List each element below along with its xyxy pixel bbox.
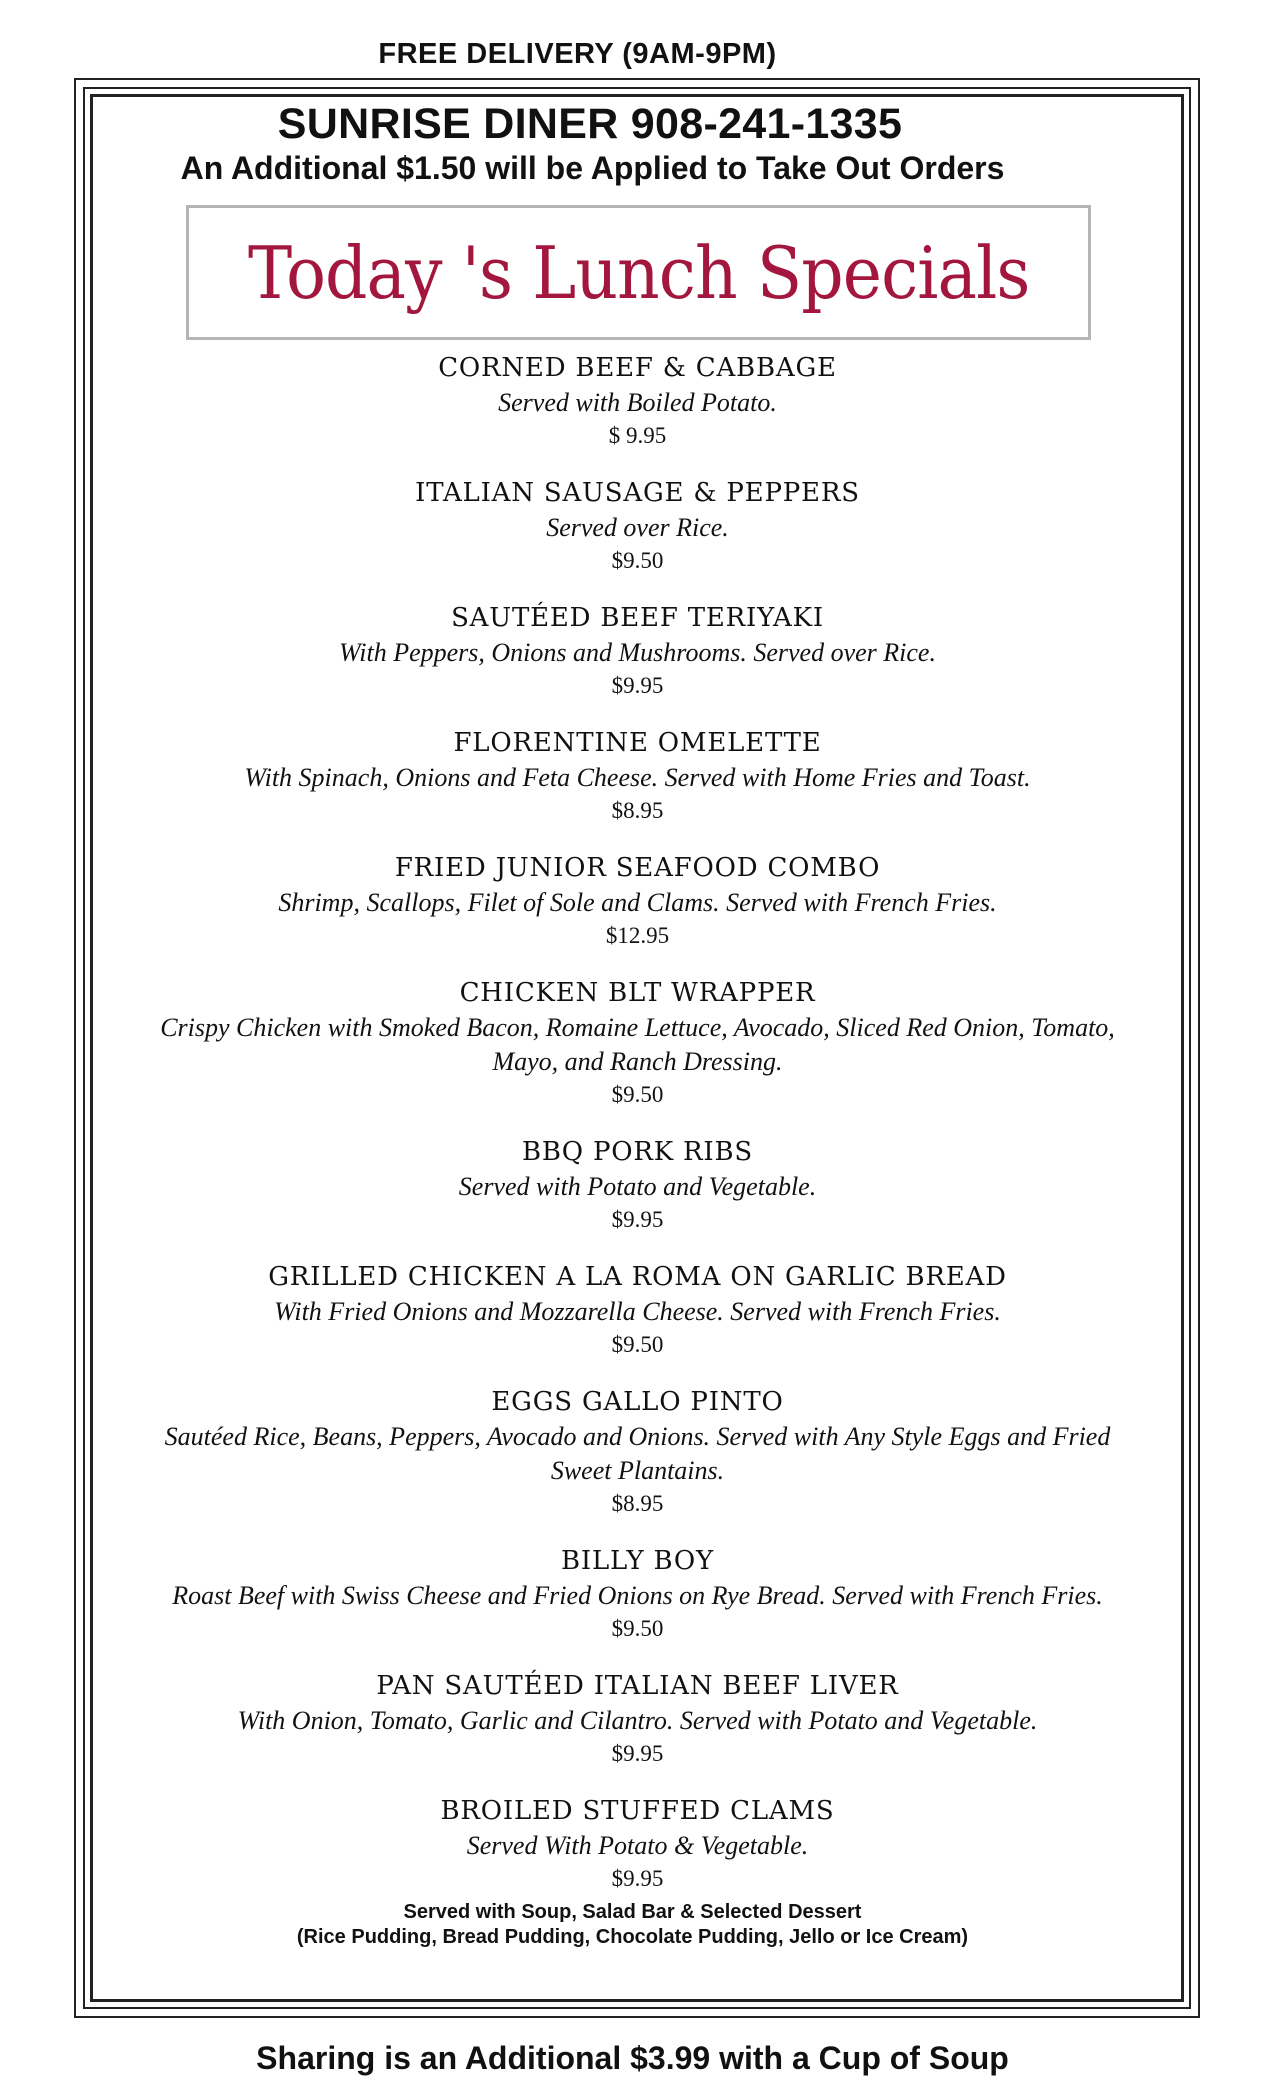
- menu-item-description: Shrimp, Scallops, Filet of Sole and Clams. Served with French Fries.: [278, 888, 997, 917]
- diner-title: SUNRISE DINER 908-241-1335: [277, 100, 903, 148]
- menu-item-price: $9.95: [611, 673, 664, 698]
- menu-item-description: With Peppers, Onions and Mushrooms. Served over Rice.: [339, 638, 936, 667]
- menu-item-price: $12.95: [605, 923, 670, 948]
- sides-note-line2: (Rice Pudding, Bread Pudding, Chocolate Pudding, Jello or Ice Cream): [296, 1926, 969, 1948]
- menu-item-name: FLORENTINE OMELETTE: [453, 728, 822, 758]
- menu-item-description: With Onion, Tomato, Garlic and Cilantro. Served with Potato and Vegetable.: [237, 1706, 1038, 1735]
- menu-item-name: FRIED JUNIOR SEAFOOD COMBO: [394, 853, 881, 883]
- menu-item-description: Roast Beef with Swiss Cheese and Fried Onions on Rye Bread. Served with French Fries.: [172, 1581, 1103, 1610]
- menu-item-description: With Fried Onions and Mozzarella Cheese. Served with French Fries.: [274, 1297, 1001, 1326]
- menu-item-price: $9.95: [611, 1741, 664, 1766]
- specials-list: [140, 350, 1135, 1918]
- menu-item-name: BROILED STUFFED CLAMS: [440, 1796, 835, 1826]
- menu-item-price: $9.50: [611, 1616, 664, 1641]
- menu-item-price: $9.50: [611, 1082, 664, 1107]
- menu-item-name: PAN SAUTÉED ITALIAN BEEF LIVER: [376, 1671, 899, 1701]
- menu-item-name: GRILLED CHICKEN A LA ROMA ON GARLIC BREAD: [268, 1262, 1007, 1292]
- menu-item-description: Sautéed Rice, Beans, Peppers, Avocado and Onions. Served with Any Style Eggs and Fried Sweet Plantains.: [164, 1422, 1111, 1485]
- menu-item-price: $9.50: [611, 548, 664, 573]
- menu-item: [140, 850, 1135, 952]
- menu-item: [140, 1543, 1135, 1645]
- menu-item: [140, 1384, 1135, 1520]
- menu-item-name: BILLY BOY: [561, 1546, 714, 1576]
- menu-item-name: ITALIAN SAUSAGE & PEPPERS: [415, 478, 860, 508]
- menu-item-description: Served with Potato and Vegetable.: [458, 1172, 817, 1201]
- menu-item-description: Served over Rice.: [546, 513, 729, 542]
- menu-item: [140, 350, 1135, 452]
- takeout-surcharge-note: An Additional $1.50 will be Applied to Take Out Orders: [180, 150, 1005, 186]
- specials-banner-title: Today 's Lunch Specials: [247, 230, 1030, 315]
- menu-item-name: EGGS GALLO PINTO: [491, 1387, 784, 1417]
- menu-item-price: $9.95: [611, 1866, 664, 1891]
- menu-item-price: $8.95: [611, 1491, 664, 1516]
- sharing-note: Sharing is an Additional $3.99 with a Cup of Soup: [256, 2040, 1009, 2076]
- menu-item-name: CHICKEN BLT WRAPPER: [459, 978, 816, 1008]
- menu-item-description: With Spinach, Onions and Feta Cheese. Served with Home Fries and Toast.: [244, 763, 1031, 792]
- menu-item: [140, 600, 1135, 702]
- menu-item: [140, 1668, 1135, 1770]
- menu-item: [140, 475, 1135, 577]
- menu-item: [140, 1793, 1135, 1895]
- menu-item-description: Crispy Chicken with Smoked Bacon, Romaine Lettuce, Avocado, Sliced Red Onion, Tomato, Mayo, and Ranch Dressing.: [160, 1013, 1115, 1076]
- menu-item: [140, 1134, 1135, 1236]
- menu-item: [140, 725, 1135, 827]
- menu-item-description: Served with Boiled Potato.: [498, 388, 777, 417]
- menu-item: [140, 1259, 1135, 1361]
- menu-item-price: $ 9.95: [608, 423, 667, 448]
- delivery-note: FREE DELIVERY (9AM-9PM): [378, 38, 777, 70]
- sides-note-line1: Served with Soup, Salad Bar & Selected Dessert: [403, 1901, 862, 1923]
- menu-item-name: CORNED BEEF & CABBAGE: [438, 353, 837, 383]
- menu-item-price: $8.95: [611, 798, 664, 823]
- menu-item-price: $9.50: [611, 1332, 664, 1357]
- menu-item: [140, 975, 1135, 1111]
- specials-banner: [186, 205, 1091, 340]
- menu-item-description: Served With Potato & Vegetable.: [466, 1831, 809, 1860]
- menu-item-name: BBQ PORK RIBS: [521, 1137, 754, 1167]
- sides-note: [0, 1900, 1275, 1950]
- menu-item-name: SAUTÉED BEEF TERIYAKI: [451, 603, 824, 633]
- menu-item-price: $9.95: [611, 1207, 664, 1232]
